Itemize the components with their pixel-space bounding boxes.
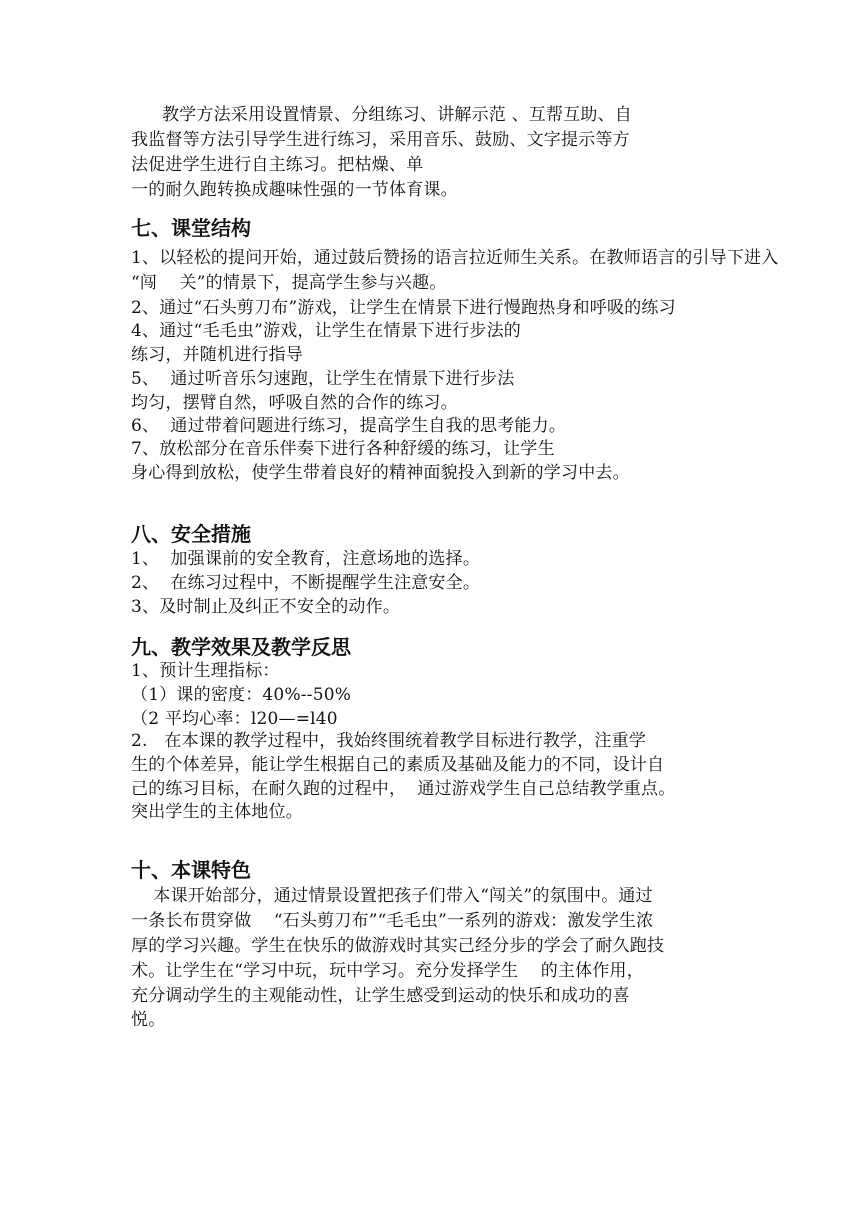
section-line: 本课开始部分，通过情景设置把孩子们带入“闯关”的氛围中。通过 xyxy=(131,886,653,906)
section-line: 厚的学习兴趣。学生在快乐的做游戏时其实己经分步的学会了耐久跑技 xyxy=(131,936,665,956)
section-line: 均匀，摆臂自然，呼吸自然的合作的练习。 xyxy=(131,393,458,413)
section-line: 悦。 xyxy=(131,1010,166,1030)
section-line: 术。让学生在“学习中玩，玩中学习。充分发择学生 的主体作用， xyxy=(131,961,644,981)
intro-line: 一的耐久跑转换成趣味性强的一节体育课。 xyxy=(131,180,458,200)
section-line: 4、通过“毛毛虫”游戏，让学生在情景下进行步法的 xyxy=(131,321,521,341)
section-line: 身心得到放松，使学生带着良好的精神面貌投入到新的学习中去。 xyxy=(131,463,630,483)
section-line: 练习，并随机进行指导 xyxy=(131,345,303,365)
section-line: 1、 加强课前的安全教育，注意场地的选择。 xyxy=(131,549,481,569)
intro-line: 法促进学生进行自主练习。把枯燥、单 xyxy=(131,155,424,175)
section-line: 生的个体差异，能让学生根据自己的素质及基础及能力的不同，设计自 xyxy=(131,755,665,775)
section-line: 己的练习目标，在耐久跑的过程中， 通过游戏学生自己总结教学重点。 xyxy=(131,779,676,799)
intro-line: 我监督等方法引导学生进行练习，采用音乐、鼓励、文字提示等方 xyxy=(131,130,630,150)
section-heading: 九、教学效果及教学反思 xyxy=(131,635,351,659)
section-line: （1）课的密度：40%--50% xyxy=(131,685,352,705)
section-line: （2 平均心率：l20—=l40 xyxy=(131,709,338,729)
section-line: 1、预计生理指标： xyxy=(131,661,280,681)
section-line: 充分调动学生的主观能动性，让学生感受到运动的快乐和成功的喜 xyxy=(131,986,630,1006)
section-line: 1、以轻松的提问开始，通过鼓后赞扬的语言拉近师生关系。在教师语言的引导下进入 xyxy=(131,248,779,268)
section-heading: 八、安全措施 xyxy=(131,522,251,546)
section-heading: 七、课堂结构 xyxy=(131,216,251,240)
section-line: 2. 在本课的教学过程中，我始终围统着教学目标进行教学，注重学 xyxy=(131,731,647,751)
section-line: 7、放松部分在音乐伴奏下进行各种舒缓的练习，让学生 xyxy=(131,439,555,459)
intro-line: 教学方法采用设置情景、分组练习、讲解示范 、互帮互助、自 xyxy=(162,105,633,125)
section-heading: 十、本课特色 xyxy=(131,858,251,882)
section-line: “闯 关”的情景下，提高学生参与兴趣。 xyxy=(131,273,447,293)
section-line: 2、通过“石头剪刀布”游戏，让学生在情景下进行慢跑热身和呼吸的练习 xyxy=(131,298,676,318)
section-line: 突出学生的主体地位。 xyxy=(131,802,303,822)
section-line: 一条长布贯穿做 “石头剪刀布”“毛毛虫”一系列的游戏：激发学生浓 xyxy=(131,911,654,931)
section-line: 6、 通过带着问题进行练习，提高学生自我的思考能力。 xyxy=(131,416,567,436)
section-line: 2、 在练习过程中，不断提醒学生注意安全。 xyxy=(131,573,481,593)
section-line: 5、 通过听音乐匀速跑，让学生在情景下进行步法 xyxy=(131,369,515,389)
section-line: 3、及时制止及纠正不安全的动作。 xyxy=(131,597,401,617)
